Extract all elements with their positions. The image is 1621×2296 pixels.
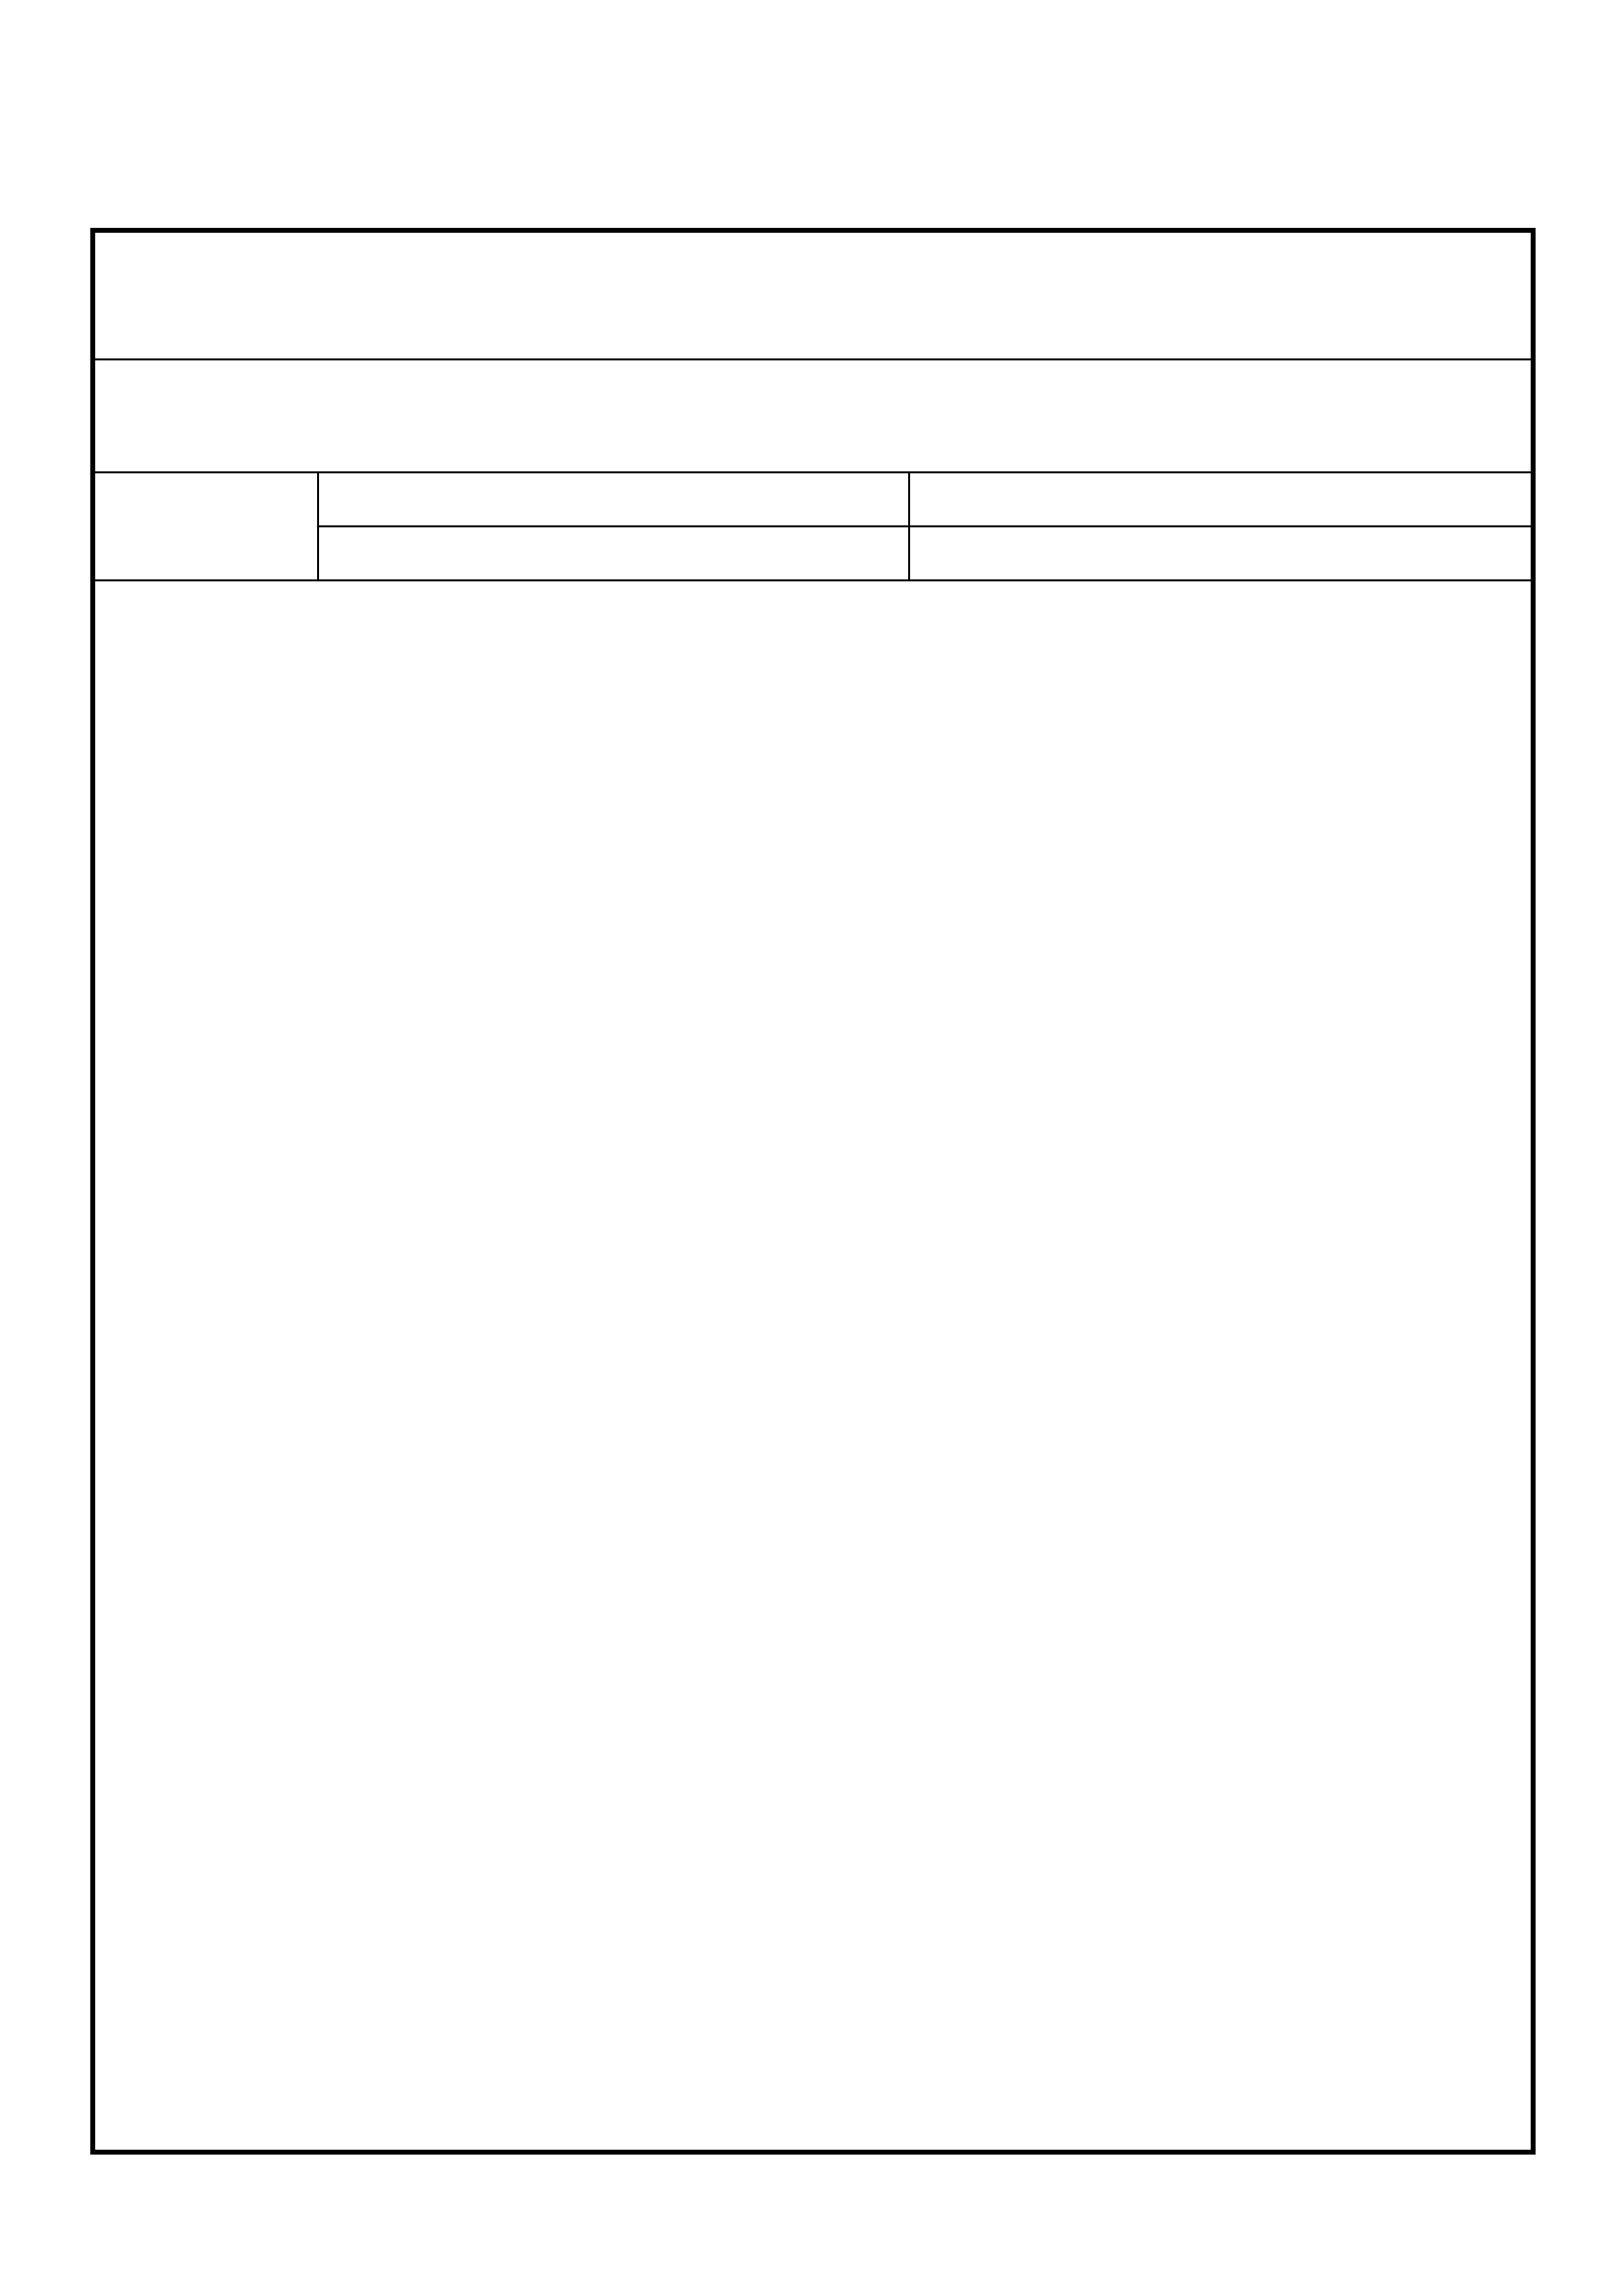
header-completion-no bbox=[910, 473, 1531, 527]
header-approval-no bbox=[319, 473, 910, 527]
header-change-item bbox=[95, 473, 319, 581]
form-title-row bbox=[95, 233, 1531, 360]
header-incoming-no bbox=[319, 527, 910, 581]
header-change-content bbox=[910, 527, 1531, 581]
subtitle-row bbox=[95, 360, 1531, 473]
license-change-form bbox=[90, 228, 1536, 2155]
